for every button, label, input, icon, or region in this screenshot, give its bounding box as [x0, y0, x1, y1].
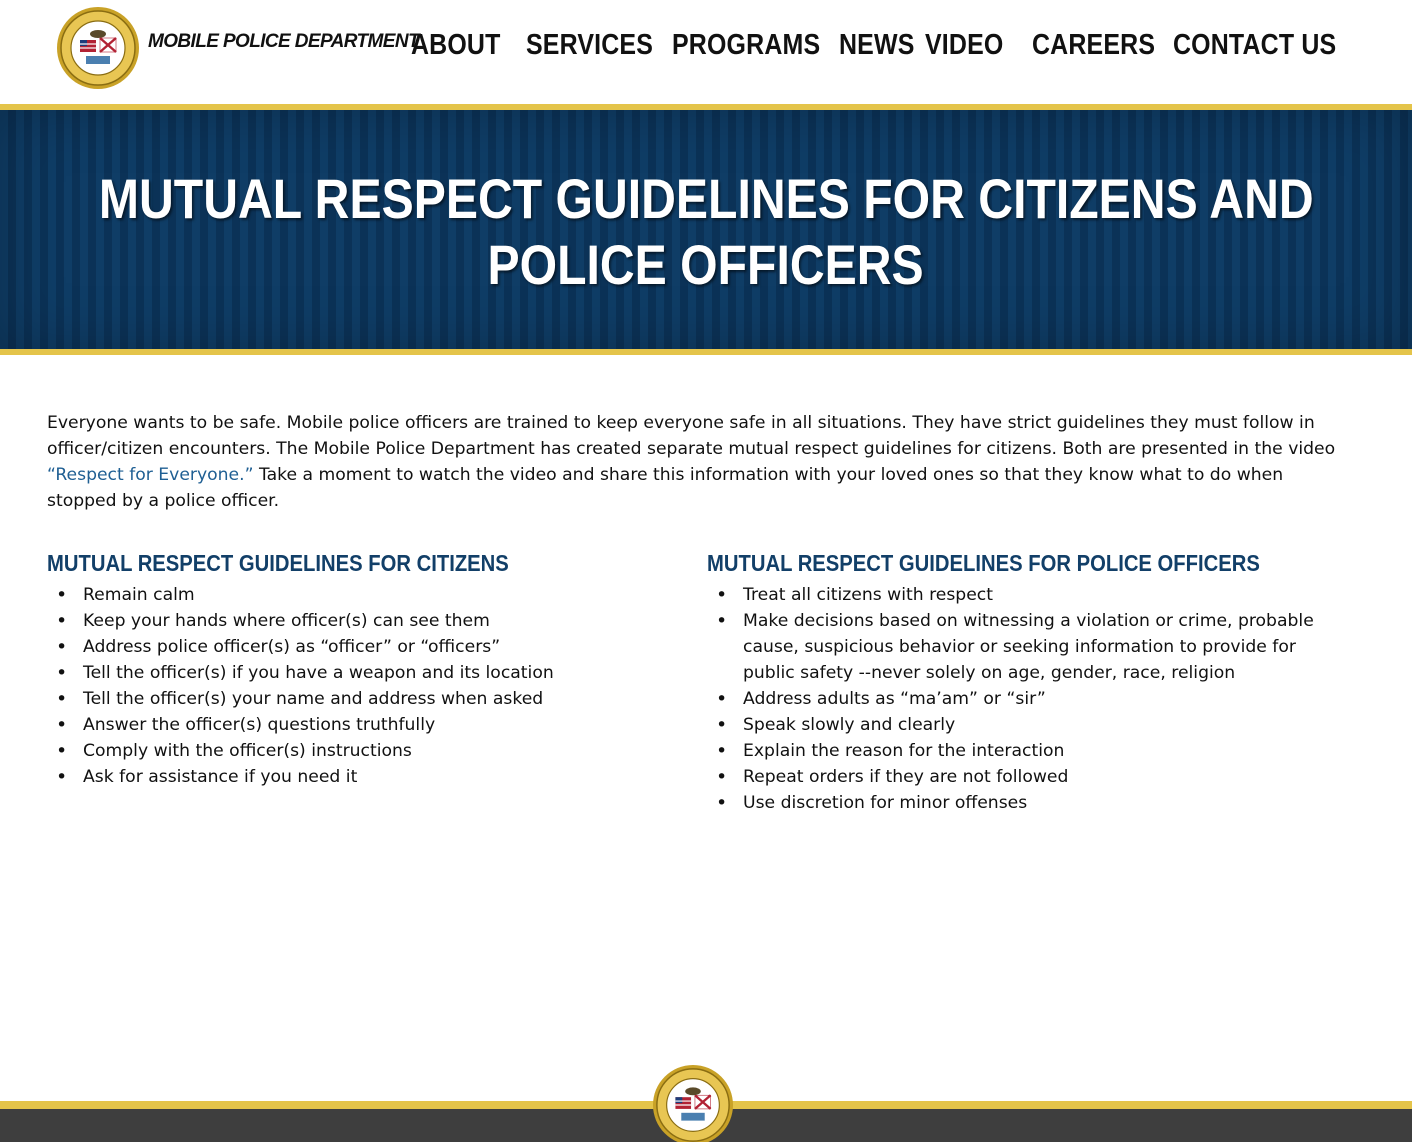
- list-item: • Keep your hands where officer(s) can see them: [47, 608, 667, 634]
- nav-news[interactable]: NEWS: [839, 29, 915, 61]
- nav-careers[interactable]: CAREERS: [1032, 29, 1156, 61]
- list-item: • Make decisions based on witnessing a violation or crime, probable cause, suspicious behavior or seeking information to provide for public safety --never solely on age, gender, race, religion: [707, 608, 1347, 686]
- nav-programs[interactable]: PROGRAMS: [672, 29, 821, 61]
- site-name[interactable]: MOBILE POLICE DEPARTMENT: [148, 31, 419, 52]
- citizens-guidelines: [47, 548, 667, 790]
- list-item: • Treat all citizens with respect: [707, 582, 1347, 608]
- list-item: • Repeat orders if they are not followed: [707, 764, 1347, 790]
- police-seal-icon: [56, 6, 140, 90]
- footer-seal-logo[interactable]: [652, 1064, 734, 1142]
- citizens-list: [47, 582, 667, 790]
- hero-gold-divider: [0, 349, 1412, 355]
- nav-services[interactable]: SERVICES: [526, 29, 654, 61]
- list-item: • Comply with the officer(s) instructions: [47, 738, 667, 764]
- nav-video[interactable]: VIDEO: [925, 29, 1004, 61]
- intro-text-end: Take a moment to watch the video and share this information with your loved ones so that they know what to do when stopped by a police officer.: [47, 465, 1284, 511]
- list-item: • Tell the officer(s) your name and address when asked: [47, 686, 667, 712]
- police-seal-logo[interactable]: [56, 6, 140, 90]
- citizens-heading: MUTUAL RESPECT GUIDELINES FOR CITIZENS: [47, 550, 509, 576]
- list-item: • Ask for assistance if you need it: [47, 764, 667, 790]
- respect-for-everyone-link[interactable]: “Respect for Everyone.”: [47, 465, 254, 485]
- intro-paragraph: [47, 410, 1347, 514]
- list-item: • Speak slowly and clearly: [707, 712, 1347, 738]
- list-item: • Tell the officer(s) if you have a weapon and its location: [47, 660, 667, 686]
- list-item: • Address police officer(s) as “officer” or “officers”: [47, 634, 667, 660]
- list-item: • Answer the officer(s) questions truthfully: [47, 712, 667, 738]
- officers-heading: MUTUAL RESPECT GUIDELINES FOR POLICE OFFICERS: [707, 550, 1260, 576]
- page-title-line-1: MUTUAL RESPECT GUIDELINES FOR CITIZENS AND: [98, 167, 1314, 230]
- list-item: • Use discretion for minor offenses: [707, 790, 1347, 816]
- list-item: • Explain the reason for the interaction: [707, 738, 1347, 764]
- list-item: • Remain calm: [47, 582, 667, 608]
- officers-guidelines: [707, 548, 1347, 816]
- officers-list: [707, 582, 1347, 816]
- police-seal-icon: [652, 1064, 734, 1142]
- nav-about[interactable]: ABOUT: [411, 29, 501, 61]
- page-title-line-2: POLICE OFFICERS: [487, 233, 925, 296]
- page-title: [0, 166, 1412, 298]
- site-header: [0, 0, 1412, 104]
- list-item: • Address adults as “ma’am” or “sir”: [707, 686, 1347, 712]
- nav-contact-us[interactable]: CONTACT US: [1173, 29, 1337, 61]
- intro-text-start: Everyone wants to be safe. Mobile police officers are trained to keep everyone safe in all situations. They have strict guidelines they must follow in officer/citizen encounters. The Mobile Police Department has created separate mutual respect guidelines for citizens. Both are presented in the video: [47, 413, 1336, 459]
